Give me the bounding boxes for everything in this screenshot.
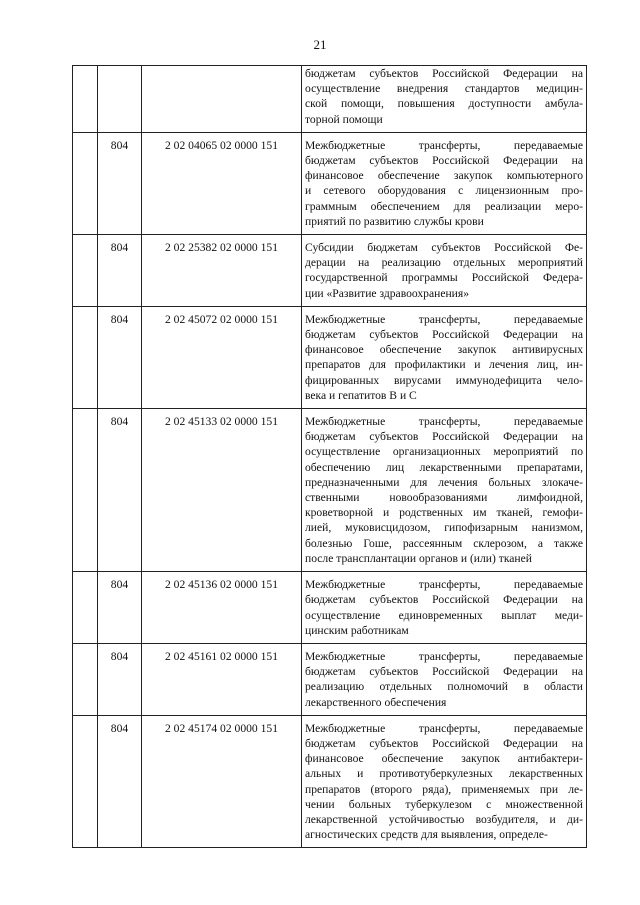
administrator-code-cell: 804 — [98, 715, 142, 848]
revenue-description-cell — [302, 643, 587, 715]
description-line: финансовое обеспечение закупок антибактери- — [305, 752, 583, 766]
description-line: граммным обеспечением для реализации меро- — [305, 199, 583, 213]
description-line: бюджетам субъектов Российской Федерации на — [305, 67, 583, 80]
description-line: бюджетам субъектов Российской Федерации на — [305, 430, 583, 444]
description-line: осуществление единовременных выплат меди- — [305, 608, 583, 622]
description-line: агностических средств для выявления, определе- — [305, 828, 548, 842]
description-line: бюджетам субъектов Российской Федерации на — [305, 154, 583, 168]
description-line: финансовое обеспечение закупок антивирусных — [305, 343, 583, 357]
table-row — [73, 715, 587, 848]
description-line: бюджетам субъектов Российской Федерации на — [305, 593, 583, 607]
revenue-description-cell — [302, 235, 587, 307]
description-line: Межбюджетные трансферты, передаваемые — [305, 138, 583, 152]
description-line: Межбюджетные трансферты, передаваемые — [305, 312, 583, 326]
administrator-code-cell: 804 — [98, 235, 142, 307]
description-line: реализацию отдельных полномочий в области — [305, 680, 583, 694]
empty-cell — [73, 66, 98, 133]
revenue-description-cell — [302, 66, 587, 133]
budget-classification-code-cell: 2 02 45072 02 0000 151 — [142, 306, 302, 408]
administrator-code-cell: 804 — [98, 409, 142, 572]
description-line: Межбюджетные трансферты, передаваемые — [305, 415, 583, 429]
empty-cell — [73, 715, 98, 848]
description-line: препаратов (второго ряда), применяемых при ле- — [305, 782, 583, 796]
description-line: лекарственной устойчивостью возбудителя, и ди- — [305, 812, 583, 826]
description-line: чении больных туберкулезом с множественной — [305, 797, 583, 811]
revenue-classification-table — [72, 65, 587, 848]
description-line: Межбюджетные трансферты, передаваемые — [305, 721, 583, 735]
description-line: дерации на реализацию отдельных мероприятий — [305, 256, 583, 270]
description-line: Межбюджетные трансферты, передаваемые — [305, 578, 583, 592]
budget-classification-code-cell: 2 02 45174 02 0000 151 — [142, 715, 302, 848]
empty-cell — [73, 409, 98, 572]
description-line: государственной программы Российской Федера- — [305, 271, 583, 285]
empty-cell — [73, 572, 98, 644]
administrator-code-cell: 804 — [98, 572, 142, 644]
description-line: приятий по развитию службы крови — [305, 214, 484, 228]
description-line: предназначенными для лечения больных злокаче- — [305, 475, 583, 489]
empty-cell — [73, 643, 98, 715]
description-line: цинским работникам — [305, 623, 409, 637]
table-row — [73, 643, 587, 715]
empty-cell — [73, 306, 98, 408]
description-line: бюджетам субъектов Российской Федерации на — [305, 736, 583, 750]
description-line: и сетевого оборудования с лицензионным про- — [305, 184, 583, 198]
empty-cell — [73, 235, 98, 307]
budget-classification-code-cell: 2 02 45136 02 0000 151 — [142, 572, 302, 644]
administrator-code-cell: 804 — [98, 132, 142, 234]
description-line: лекарственного обеспечения — [305, 695, 447, 709]
description-line: ской помощи, повышения доступности амбула- — [305, 97, 583, 111]
administrator-code-cell: 804 — [98, 306, 142, 408]
budget-classification-code-cell: 2 02 45133 02 0000 151 — [142, 409, 302, 572]
description-line: препаратов для профилактики и лечения лиц, ин- — [305, 358, 583, 372]
description-line: ственными новообразованиями лимфоидной, — [305, 491, 583, 505]
table-row — [73, 409, 587, 572]
description-line: бюджетам субъектов Российской Федерации на — [305, 665, 583, 679]
budget-classification-code-cell — [142, 66, 302, 133]
revenue-description-cell — [302, 132, 587, 234]
description-line: обеспечению лиц лекарственными препаратами, — [305, 460, 583, 474]
revenue-description-cell — [302, 572, 587, 644]
page-number: 21 — [313, 37, 327, 52]
description-line: бюджетам субъектов Российской Федерации на — [305, 328, 583, 342]
description-line: кроветворной и родственных им тканей, гемофи- — [305, 506, 583, 520]
table-row — [73, 572, 587, 644]
revenue-description-cell — [302, 306, 587, 408]
table-body — [73, 66, 587, 848]
description-line: века и гепатитов В и С — [305, 388, 417, 402]
description-line: ции «Развитие здравоохранения» — [305, 286, 470, 300]
budget-classification-code-cell: 2 02 04065 02 0000 151 — [142, 132, 302, 234]
table-row — [73, 306, 587, 408]
description-line: фицированных вирусами иммунодефицита чело- — [305, 373, 583, 387]
description-line: осуществление организационных мероприятий по — [305, 445, 583, 459]
table-row — [73, 235, 587, 307]
table-row — [73, 132, 587, 234]
description-line: осуществление внедрения стандартов медицин- — [305, 82, 583, 96]
budget-classification-code-cell: 2 02 45161 02 0000 151 — [142, 643, 302, 715]
description-line: Субсидии бюджетам субъектов Российской Фе- — [305, 241, 583, 255]
description-line: торной помощи — [305, 112, 383, 126]
description-line: болезнью Гоше, рассеянным склерозом, а также — [305, 536, 583, 550]
administrator-code-cell: 804 — [98, 643, 142, 715]
administrator-code-cell — [98, 66, 142, 133]
revenue-description-cell — [302, 715, 587, 848]
description-line: лией, муковисцидозом, гипофизарным нанизмом, — [305, 521, 583, 535]
description-line: Межбюджетные трансферты, передаваемые — [305, 649, 583, 663]
description-line: альных и противотуберкулезных лекарственных — [305, 767, 583, 781]
table-row — [73, 66, 587, 133]
budget-classification-code-cell: 2 02 25382 02 0000 151 — [142, 235, 302, 307]
empty-cell — [73, 132, 98, 234]
description-line: после трансплантации органов и (или) тканей — [305, 551, 532, 565]
revenue-description-cell — [302, 409, 587, 572]
description-line: финансовое обеспечение закупок компьютерного — [305, 169, 583, 183]
